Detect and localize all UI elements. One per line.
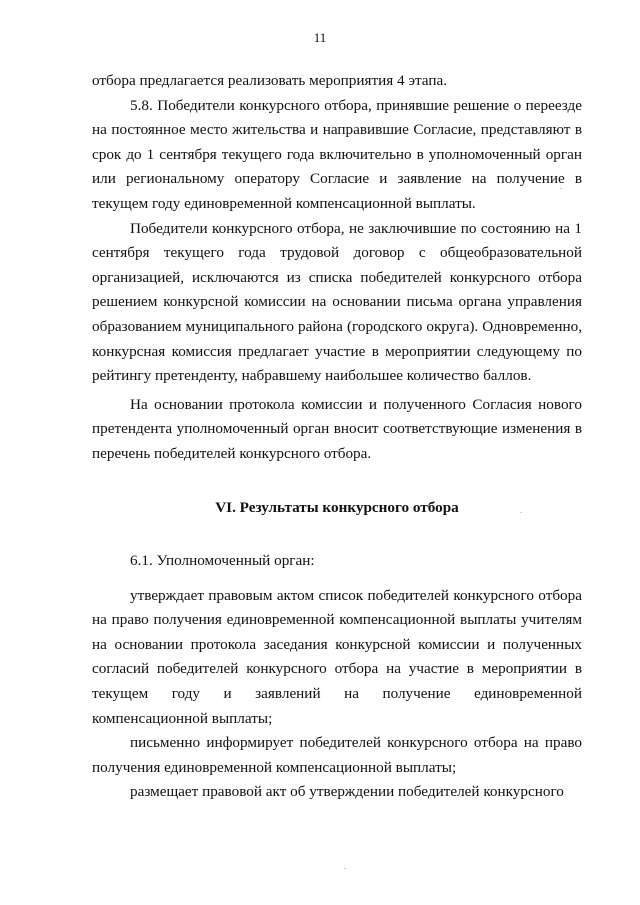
scan-speck: [520, 512, 522, 513]
scan-speck: [344, 868, 346, 869]
paragraph-continuation: отбора предлагается реализовать мероприятия 4 этапа.: [92, 72, 447, 89]
page-number: 11: [313, 30, 327, 45]
paragraph-p-6-1: 6.1. Уполномоченный орган:: [130, 552, 315, 570]
paragraph-p-protocol: На основании протокола комиссии и полученного Согласия нового претендента уполномоченный орган вносит соответствующие изменения в перечень победителей конкурсного отбора.: [92, 395, 582, 462]
paragraph-p-approves: утверждает правовым актом список победителей конкурсного отбора на право получения единовременной компенсационной выплаты учителям на основании протокола заседания конкурсной комиссии и полученных согласий победителей конкурсного отбора на участие в мероприятии в текущем году и заявлений на получение единовременной компенсационной выплаты;: [92, 586, 582, 727]
scan-speck: [560, 188, 562, 189]
paragraph-p-not-concluded: Победители конкурсного отбора, не заключившие по состоянию на 1 сентября текущего года трудовой договор с общеобразовательной организацией, исключаются из списка победителей конкурсного отбора решением конкурсной комиссии на основании письма органа управления образованием муниципального района (городского округа). Одновременно, конкурсная комиссия предлагает участие в мероприятии следующему по рейтингу претенденту, набравшему наибольшее количество баллов.: [92, 219, 582, 385]
paragraph-p-5-8: 5.8. Победители конкурсного отбора, принявшие решение о переезде на постоянное место жительства и направившие Согласие, представляют в срок до 1 сентября текущего года включительно в уполномоченный орган или региональному оператору Согласие и заявление на получение в текущем году единовременной компенсационной выплаты.: [92, 96, 582, 212]
section-heading: VI. Результаты конкурсного отбора: [215, 498, 459, 516]
paragraphs-before-heading: [92, 69, 582, 467]
paragraphs-after-heading: [92, 549, 582, 805]
document-body: [92, 69, 582, 805]
paragraph-p-informs: письменно информирует победителей конкурсного отбора на право получения единовременной компенсационной выплаты;: [92, 734, 582, 776]
paragraph-p-publishes: размещает правовой акт об утверждении победителей конкурсного: [130, 783, 564, 801]
